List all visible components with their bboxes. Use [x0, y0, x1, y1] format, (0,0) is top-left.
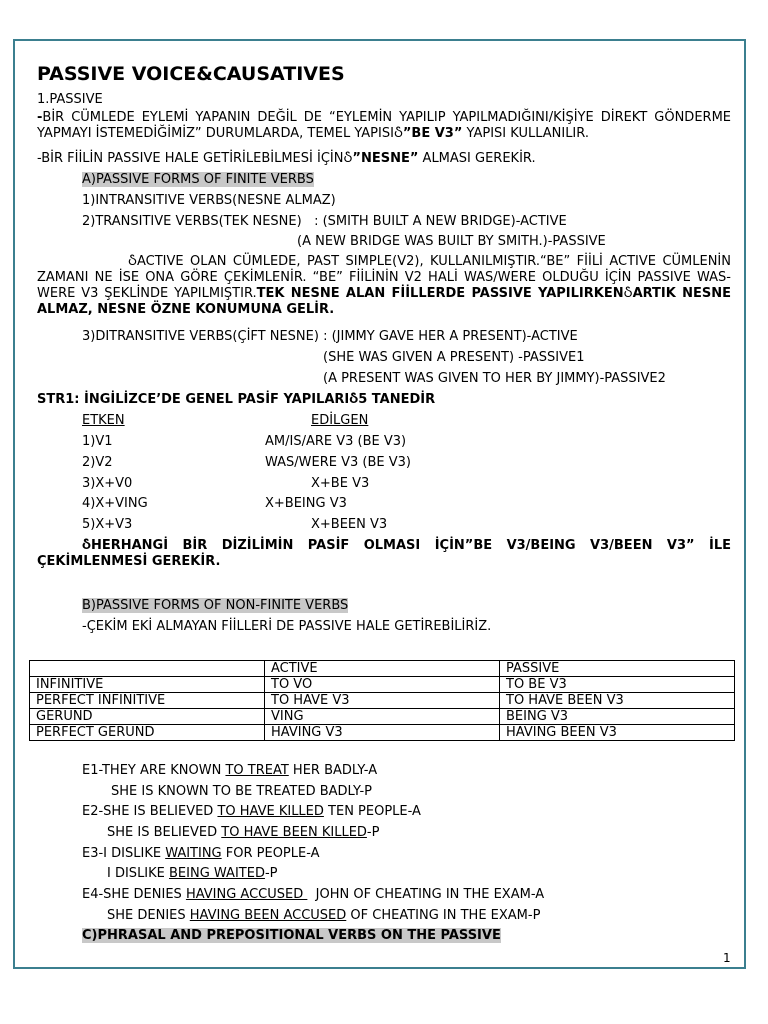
table-cell: [30, 661, 265, 677]
example-line: E3-I DISLIKE WAITING FOR PEOPLE-A: [82, 846, 320, 861]
arrow-symbol: Ⴢ: [393, 126, 403, 141]
table-cell: TO VO: [265, 677, 500, 693]
table-cell: PERFECT GERUND: [30, 725, 265, 741]
arrow-symbol: Ⴢ: [623, 286, 633, 301]
table-cell: VING: [265, 709, 500, 725]
example-line: SHE IS BELIEVED TO HAVE BEEN KILLED-P: [107, 825, 380, 840]
table-cell: PERFECT INFINITIVE: [30, 693, 265, 709]
arrow-symbol: Ⴢ: [128, 254, 137, 269]
table-row: [30, 725, 735, 741]
table-cell: TO HAVE V3: [265, 693, 500, 709]
arrow-symbol: Ⴢ: [82, 538, 91, 553]
table-cell: BEING V3: [500, 709, 735, 725]
explanation-paragraph: ჂACTIVE OLAN CÜMLEDE, PAST SIMPLE(V2), KULLANILMIŞTIR.“BE” FİİLİ ACTIVE CÜMLENİN ZAMANI NE İSE ONA GÖRE ÇEKİMLENİR. “BE” FİİLİNİN V2 HALİ WAS/WERE OLDUĞU İÇİN PASSIVE WAS-WERE V3 ŞEKLİNDE YAPILMIŞTIR.TEK NESNE ALAN FİİLLERDE PASSIVE YAPILIRKENჂARTIK NESNE ALMAZ, NESNE ÖZNE KONUMUNA GELİR.: [37, 254, 731, 317]
column-header-edilgen: EDİLGEN: [311, 413, 369, 428]
structure-left: 4)X+VING: [82, 496, 148, 511]
page-number: 1: [723, 951, 731, 965]
structure-left: 5)X+V3: [82, 517, 133, 532]
example-passive: (A NEW BRIDGE WAS BUILT BY SMITH.)-PASSIVE: [297, 234, 606, 249]
list-item: 3)DITRANSITIVE VERBS(ÇİFT NESNE) : (JIMMY GAVE HER A PRESENT)-ACTIVE: [82, 329, 578, 344]
example-line: E1-THEY ARE KNOWN TO TREAT HER BADLY-A: [82, 763, 378, 778]
example-passive: (SHE WAS GIVEN A PRESENT) -PASSIVE1: [323, 350, 585, 365]
table-cell: GERUND: [30, 709, 265, 725]
structure-right: X+BE V3: [311, 476, 370, 491]
example-line: E4-SHE DENIES HAVING ACCUSED JOHN OF CHEATING IN THE EXAM-A: [82, 887, 545, 902]
table-cell: TO BE V3: [500, 677, 735, 693]
list-item: 1)INTRANSITIVE VERBS(NESNE ALMAZ): [82, 193, 336, 208]
column-header-etken: ETKEN: [82, 413, 125, 428]
forms-table: [29, 660, 735, 741]
example-line: E2-SHE IS BELIEVED TO HAVE KILLED TEN PEOPLE-A: [82, 804, 421, 819]
intro-line-2: -BİR FİİLİN PASSIVE HALE GETİRİLEBİLMESİ İÇİNჂ”NESNE” ALMASI GEREKİR.: [37, 151, 536, 166]
structure-right: WAS/WERE V3 (BE V3): [265, 455, 411, 470]
table-row: [30, 677, 735, 693]
list-item: 2)TRANSITIVE VERBS(TEK NESNE) : (SMITH BUILT A NEW BRIDGE)-ACTIVE: [82, 214, 567, 229]
table-cell: HAVING V3: [265, 725, 500, 741]
example-line: SHE IS KNOWN TO BE TREATED BADLY-P: [111, 784, 372, 799]
table-cell: PASSIVE: [500, 661, 735, 677]
example-passive: (A PRESENT WAS GIVEN TO HER BY JIMMY)-PASSIVE2: [323, 371, 666, 386]
table-cell: TO HAVE BEEN V3: [500, 693, 735, 709]
table-cell: HAVING BEEN V3: [500, 725, 735, 741]
structure-right: X+BEING V3: [265, 496, 347, 511]
table-row: [30, 709, 735, 725]
table-cell: INFINITIVE: [30, 677, 265, 693]
structure-right: AM/IS/ARE V3 (BE V3): [265, 434, 407, 449]
subheading-a: A)PASSIVE FORMS OF FINITE VERBS: [82, 172, 314, 187]
intro-paragraph: -BİR CÜMLEDE EYLEMİ YAPANIN DEĞİL DE “EYLEMİN YAPILIP YAPILMADIĞINI/KİŞİYE DİREKT GÖNDERME YAPMAYI İSTEMEDİĞİMİZ” DURUMLARDA, TEMEL YAPISIჂ”BE V3” YAPISI KULLANILIR.: [37, 110, 731, 141]
rule-paragraph: ჂHERHANGİ BİR DİZİLİMİN PASİF OLMASI İÇİN”BE V3/BEING V3/BEEN V3” İLE ÇEKİMLENMESİ GEREKİR.: [37, 538, 731, 569]
structure-heading: STR1: İNGİLİZCE’DE GENEL PASİF YAPILARIჂ5 TANEDİR: [37, 392, 436, 407]
note-text: -ÇEKİM EKİ ALMAYAN FİİLLERİ DE PASSIVE HALE GETİREBİLİRİZ.: [82, 619, 492, 634]
arrow-symbol: Ⴢ: [349, 392, 359, 407]
structure-right: X+BEEN V3: [311, 517, 388, 532]
table-header-row: [30, 661, 735, 677]
example-line: SHE DENIES HAVING BEEN ACCUSED OF CHEATING IN THE EXAM-P: [107, 908, 541, 923]
table-cell: ACTIVE: [265, 661, 500, 677]
subheading-c: C)PHRASAL AND PREPOSITIONAL VERBS ON THE PASSIVE: [82, 928, 501, 943]
structure-left: 3)X+V0: [82, 476, 133, 491]
arrow-symbol: Ⴢ: [343, 151, 353, 166]
table-row: [30, 693, 735, 709]
structure-left: 2)V2: [82, 455, 113, 470]
example-line: I DISLIKE BEING WAITED-P: [107, 866, 278, 881]
section-heading: 1.PASSIVE: [37, 92, 103, 107]
subheading-b: B)PASSIVE FORMS OF NON-FINITE VERBS: [82, 598, 349, 613]
structure-left: 1)V1: [82, 434, 113, 449]
page-title: PASSIVE VOICE&CAUSATIVES: [37, 63, 345, 85]
